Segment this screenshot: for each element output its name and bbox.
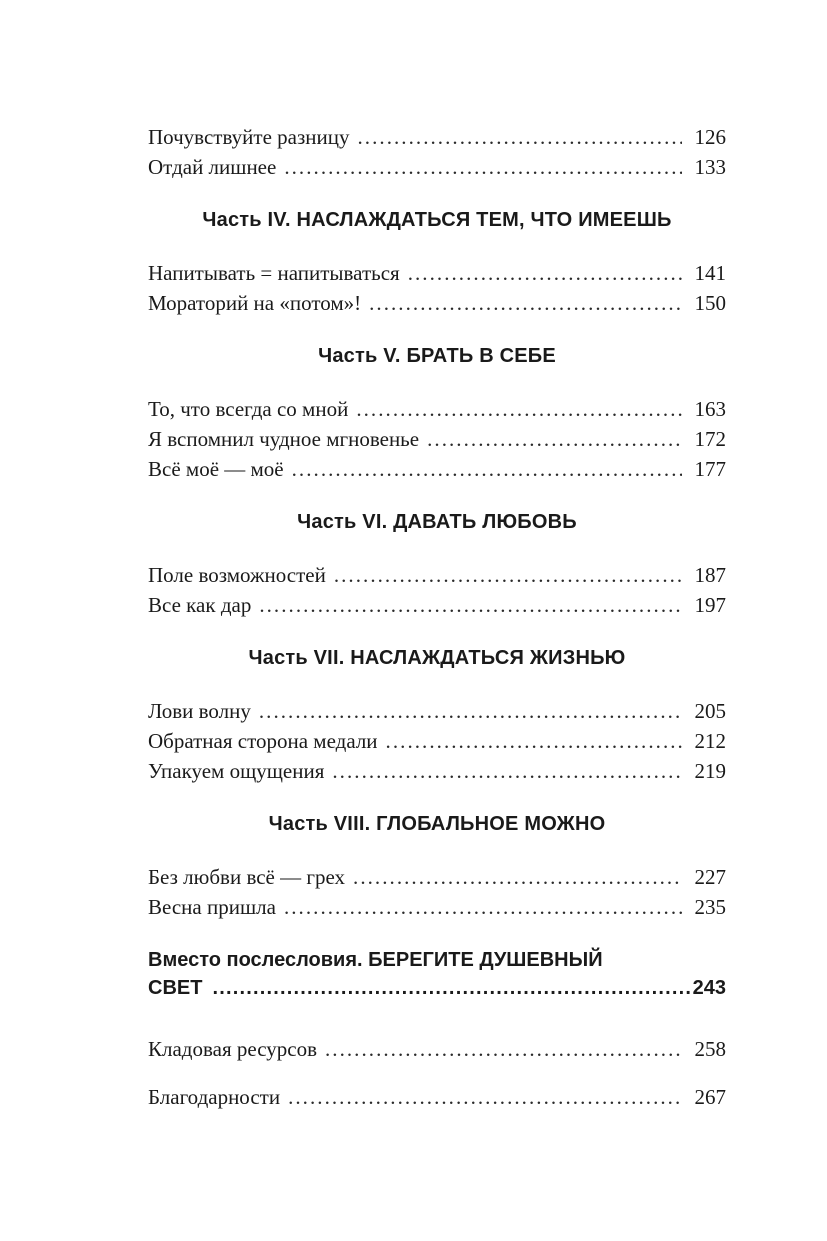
toc-entry-title: Благодарности (148, 1085, 281, 1109)
toc-entry[interactable] (148, 696, 726, 726)
toc-intro-group (148, 122, 726, 182)
toc-entry-page: 172 (694, 427, 726, 451)
part-entries (148, 560, 726, 620)
part-heading[interactable]: Часть IV. НАСЛАЖДАТЬСЯ ТЕМ, ЧТО ИМЕЕШЬ (202, 209, 672, 231)
toc-entry-page: 177 (694, 457, 726, 481)
toc-entry[interactable] (148, 288, 726, 318)
toc-entry-title: Мораторий на «потом»! (148, 291, 362, 315)
toc-entry-title: Кладовая ресурсов (148, 1037, 317, 1061)
toc-entry[interactable] (148, 862, 726, 892)
toc-entry-page: 212 (694, 729, 726, 753)
toc-entry-title: Все как дар (148, 593, 252, 617)
toc-entry[interactable] (148, 258, 726, 288)
toc-entry-page: 205 (694, 699, 726, 723)
toc-entry-page: 133 (694, 155, 726, 179)
dot-leader (288, 1082, 682, 1112)
part-entries (148, 696, 726, 786)
dot-leader (292, 454, 682, 484)
toc-entry-page: 219 (694, 759, 726, 783)
part-heading[interactable]: Часть VIII. ГЛОБАЛЬНОЕ МОЖНО (268, 813, 606, 835)
dot-leader (358, 122, 683, 152)
toc-entry-resources[interactable] (148, 1034, 726, 1064)
toc-entry[interactable] (148, 756, 726, 786)
toc-entry-title: Я вспомнил чудное мгновенье (148, 427, 420, 451)
afterword-entry[interactable] (148, 946, 726, 1002)
afterword-title-line2: СВЕТ (148, 977, 203, 999)
toc-entry-page: 197 (694, 593, 726, 617)
toc-entry-title: Весна пришла (148, 895, 276, 919)
dot-leader (325, 1034, 682, 1064)
dot-leader (334, 560, 682, 590)
afterword-title-line1: Вместо послесловия. БЕРЕГИТЕ ДУШЕВНЫЙ (148, 949, 603, 971)
toc-entry-title: Поле возможностей (148, 563, 326, 587)
toc-entry-title: Отдай лишнее (148, 155, 277, 179)
dot-leader (427, 424, 682, 454)
toc-entry-thanks[interactable] (148, 1082, 726, 1112)
part-heading[interactable]: Часть VI. ДАВАТЬ ЛЮБОВЬ (297, 511, 577, 533)
dot-leader (353, 862, 682, 892)
toc-entry-title: Всё моё — моё (148, 457, 284, 481)
dot-leader (369, 288, 682, 318)
part-entries (148, 862, 726, 922)
table-of-contents (148, 122, 726, 1112)
toc-entry-page: 267 (694, 1085, 726, 1109)
dot-leader (284, 892, 682, 922)
toc-entry[interactable] (148, 394, 726, 424)
toc-entry[interactable] (148, 590, 726, 620)
dot-leader (408, 258, 682, 288)
afterword-page: 243 (692, 977, 726, 999)
toc-entry[interactable] (148, 424, 726, 454)
toc-entry-page: 235 (694, 895, 726, 919)
toc-entry[interactable] (148, 560, 726, 590)
dot-leader (212, 974, 690, 1002)
toc-entry-page: 227 (694, 865, 726, 889)
part-entries (148, 394, 726, 484)
toc-entry-title: Лови волну (148, 699, 251, 723)
toc-entry[interactable] (148, 726, 726, 756)
part-entries (148, 258, 726, 318)
toc-entry[interactable] (148, 122, 726, 152)
toc-entry-title: То, что всегда со мной (148, 397, 349, 421)
toc-entry-title: Почувствуйте разницу (148, 125, 350, 149)
dot-leader (332, 756, 682, 786)
toc-entry-title: Без любви всё — грех (148, 865, 346, 889)
toc-entry-page: 126 (694, 125, 726, 149)
toc-entry-title: Обратная сторона медали (148, 729, 378, 753)
dot-leader (259, 696, 682, 726)
afterword-title-line2-row (148, 974, 726, 1002)
toc-entry-page: 150 (694, 291, 726, 315)
dot-leader (259, 590, 682, 620)
toc-entry-title: Упакуем ощущения (148, 759, 325, 783)
part-heading[interactable]: Часть VII. НАСЛАЖДАТЬСЯ ЖИЗНЬЮ (248, 647, 626, 669)
toc-entry[interactable] (148, 892, 726, 922)
dot-leader (386, 726, 682, 756)
dot-leader (356, 394, 682, 424)
toc-entry-page: 187 (694, 563, 726, 587)
toc-entry-title: Напитывать = напитываться (148, 261, 400, 285)
dot-leader (284, 152, 682, 182)
toc-entry-page: 141 (694, 261, 726, 285)
toc-entry-page: 163 (694, 397, 726, 421)
toc-entry[interactable] (148, 152, 726, 182)
part-heading[interactable]: Часть V. БРАТЬ В СЕБЕ (318, 345, 556, 367)
toc-entry-page: 258 (694, 1037, 726, 1061)
toc-entry[interactable] (148, 454, 726, 484)
